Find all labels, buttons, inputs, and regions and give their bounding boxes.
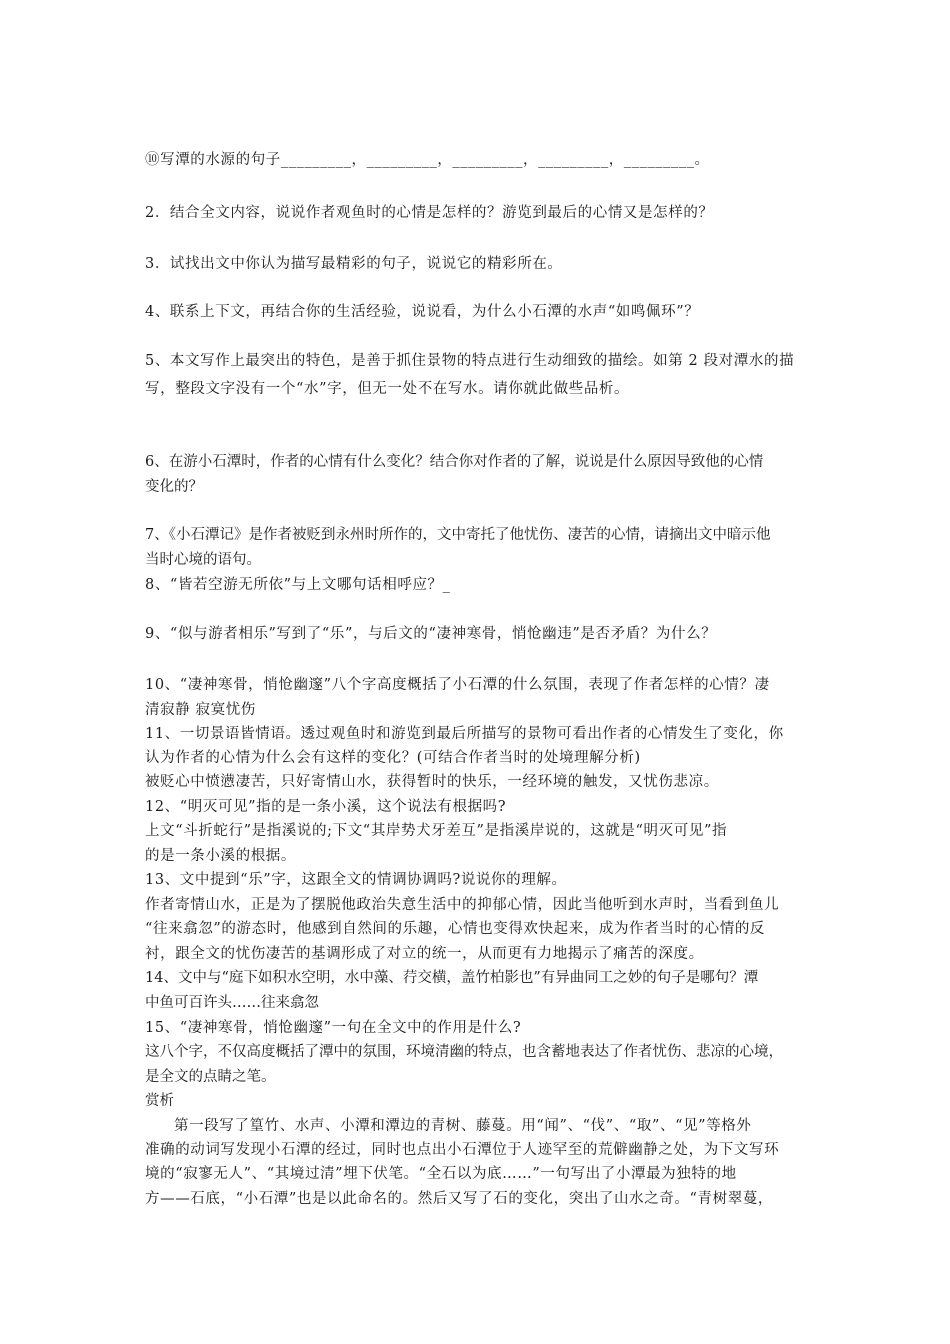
question-7-line-1: 7、《小石潭记》是作者被贬到永州时所作的，文中寄托了他忧伤、凄苦的心情，请摘出文中暗示他: [145, 527, 771, 543]
question-6-line-1: 6、在游小石潭时，作者的心情有什么变化？结合你对作者的了解，说说是什么原因导致他的心情: [145, 454, 764, 470]
question-2: 2．结合全文内容，说说作者观鱼时的心情是怎样的？游览到最后的心情又是怎样的？: [145, 205, 714, 221]
question-14-line-2: 中鱼可百许头……往来翕忽: [145, 995, 319, 1011]
question-15: 15、“凄神寒骨，悄怆幽邃”一句在全文中的作用是什么?: [145, 1020, 522, 1036]
question-5-line-1: 5、本文写作上最突出的特色，是善于抓住景物的特点进行生动细致的描绘。如第 2 段对潭水的描: [145, 353, 795, 369]
question-11-line-1: 11、一切景语皆情语。透过观鱼时和游览到最后所描写的景物可看出作者的心情发生了变化，你: [145, 726, 784, 742]
question-3: 3．试找出文中你认为描写最精彩的句子，说说它的精彩所在。: [145, 256, 563, 272]
question-11-line-2: 认为作者的心情为什么会有这样的变化？(可结合作者当时的处境理解分析): [145, 750, 641, 766]
answer-13-line-1: 作者寄情山水，正是为了摆脱他政治失意生活中的抑郁心情，因此当他听到水声时，当看到鱼儿: [145, 897, 780, 913]
answer-12-line-2: 的是一条小溪的根据。: [145, 848, 296, 864]
question-10-blank-line: ⑩写潭的水源的句子_________，_________，_________，_________，_________。: [145, 152, 710, 168]
question-12: 12、“明灭可见”指的是一条小溪，这个说法有根据吗?: [145, 799, 507, 815]
question-8: 8、“皆若空游无所依”与上文哪句话相呼应？_: [145, 577, 451, 593]
appreciation-line-2: 准确的动词写发现小石潭的经过，同时也点出小石潭位于人迹罕至的荒僻幽静之处，为下文写环: [145, 1142, 780, 1158]
answer-11: 被贬心中愤懑凄苦，只好寄情山水，获得暂时的快乐，一经环境的触发，又忧伤悲凉。: [145, 774, 719, 790]
appreciation-line-4: 方——石底，“小石潭”也是以此命名的。然后又写了石的变化，突出了山水之奇。“青树翠蔓，: [145, 1191, 774, 1207]
question-10-line-1: 10、“凄神寒骨，悄怆幽邃”八个字高度概括了小石潭的什么氛围，表现了作者怎样的心情？凄: [145, 677, 770, 693]
question-5-line-2: 写，整段文字没有一个“水”字，但无一处不在写水。请你就此做些品析。: [145, 381, 630, 397]
answer-13-line-2: “往来翕忽”的游态时，他感到自然间的乐趣，心情也变得欢快起来，成为作者当时的心情的反: [145, 921, 766, 937]
question-13: 13、文中提到“乐”字，这跟全文的情调协调吗?说说你的理解。: [145, 872, 567, 888]
answer-15-line-2: 是全文的点睛之笔。: [145, 1069, 276, 1085]
appreciation-heading: 赏析: [145, 1093, 174, 1109]
question-4: 4、联系上下文，再结合你的生活经验，说说看，为什么小石潭的水声“如鸣佩环”？: [145, 304, 700, 320]
answer-13-line-3: 衬，跟全文的忧伤凄苦的基调形成了对立的统一，从而更有力地揭示了痛苦的深度。: [145, 946, 704, 962]
question-14-line-1: 14、文中与“庭下如积水空明，水中藻、荇交横，盖竹柏影也”有异曲同工之妙的句子是哪句？潭: [145, 970, 759, 986]
question-9: 9、“似与游者相乐”写到了“乐”，与后文的“凄神寒骨，悄怆幽违”是否矛盾？为什么？: [145, 626, 717, 642]
appreciation-line-3: 境的“寂寥无人”、“其境过清”埋下伏笔。“全石以为底……”一句写出了小潭最为独特的地: [145, 1166, 737, 1182]
question-6-line-2: 变化的？: [145, 479, 203, 495]
answer-15-line-1: 这八个字，不仅高度概括了潭中的氛围，环境清幽的特点，也含蓄地表达了作者忧伤、悲凉的心境，: [145, 1044, 783, 1060]
question-10-line-2: 清寂静 寂寞忧伤: [145, 702, 256, 718]
appreciation-line-1: 第一段写了篁竹、水声、小潭和潭边的青树、藤蔓。用“闻”、“伐”、“取”、“见”等格外: [174, 1118, 752, 1134]
question-7-line-2: 当时心境的语句。: [145, 552, 261, 568]
answer-12-line-1: 上文“斗折蛇行”是指溪说的;下文“其岸势犬牙差互”是指溪岸说的，这就是“明灭可见”指: [145, 823, 728, 839]
